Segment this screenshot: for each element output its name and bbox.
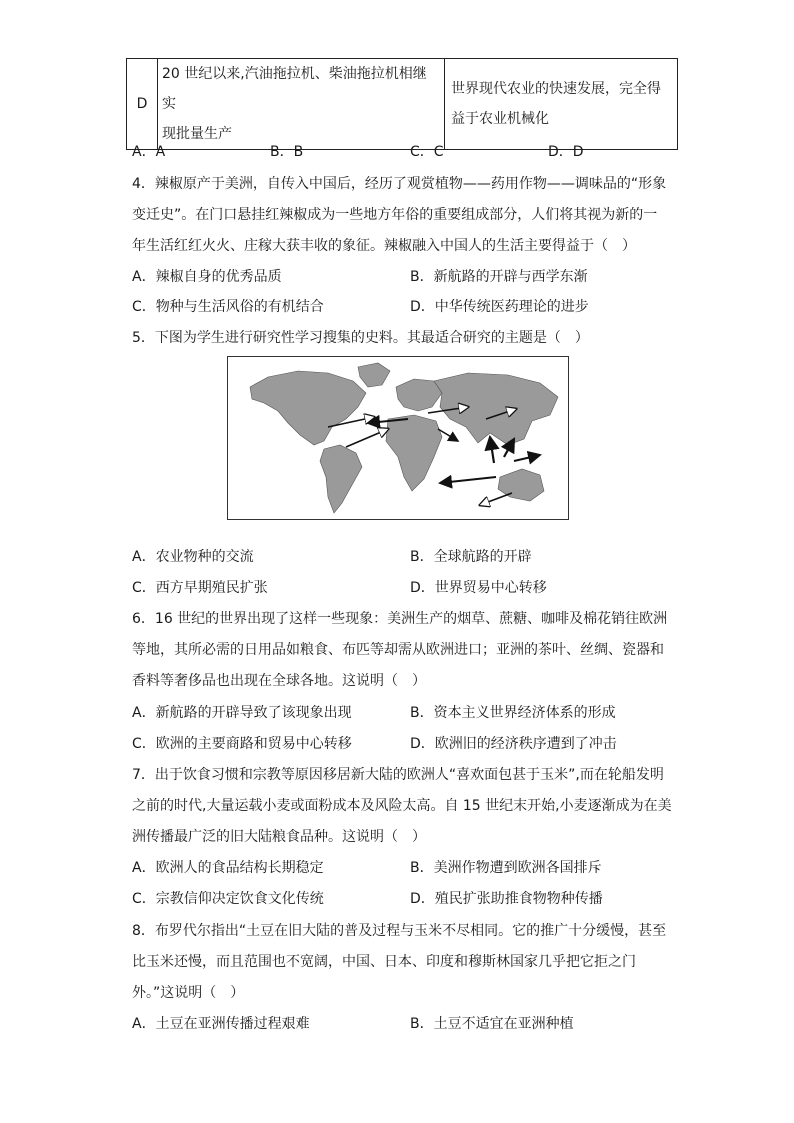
q7-option-b: B．美洲作物遭到欧洲各国排斥	[410, 860, 602, 876]
q6-option-d: D．欧洲旧的经济秩序遭到了冲击	[410, 736, 617, 752]
q4-stem-line2: 变迁史”。在门口悬挂红辣椒成为一些地方年俗的重要组成部分，人们将其视为新的一	[132, 207, 658, 223]
q3-option-c: C．C	[410, 144, 444, 160]
q7-option-a: A．欧洲人的食品结构长期稳定	[132, 860, 324, 876]
q8-stem-line1: 8．布罗代尔指出“土豆在旧大陆的普及过程与玉米不尽相同。它的推广十分缓慢，甚至	[132, 923, 667, 939]
row-conclusion-line2: 益于农业机械化	[451, 111, 549, 127]
options-table	[126, 58, 678, 150]
row-conclusion-line1: 世界现代农业的快速发展，完全得	[451, 81, 661, 97]
q6-stem-line2: 等地，其所必需的日用品如粮食、布匹等却需从欧洲进口；亚洲的茶叶、丝绸、瓷器和	[132, 642, 664, 658]
north-america-shape	[250, 371, 366, 445]
q5-stem-line1: 5．下图为学生进行研究性学习搜集的史料。其最适合研究的主题是（ ）	[132, 330, 589, 346]
row-option-text-line2: 现批量生产	[162, 126, 232, 142]
q6-stem-line3: 香料等奢侈品也出现在全球各地。这说明（ ）	[132, 673, 426, 689]
route-arrow	[440, 477, 496, 483]
q7-option-c: C．宗教信仰决定饮食文化传统	[132, 891, 324, 907]
q4-option-a: A．辣椒自身的优秀品质	[132, 269, 282, 285]
q4-stem-line1: 4．辣椒原产于美洲，自传入中国后，经历了观赏植物——药用作物——调味品的“形象	[132, 176, 667, 192]
row-option-text	[158, 59, 445, 150]
q8-stem-line3: 外。”这说明（ ）	[132, 985, 245, 1001]
q8-option-b: B．土豆不适宜在亚洲种植	[410, 1016, 574, 1032]
route-arrow	[490, 437, 494, 463]
q6-option-c: C．欧洲的主要商路和贸易中心转移	[132, 736, 352, 752]
q5-option-d: D．世界贸易中心转移	[410, 580, 547, 596]
q3-option-a: A．A	[132, 144, 166, 160]
world-map-figure	[227, 356, 569, 520]
row-conclusion-text	[445, 59, 678, 150]
q4-option-b: B．新航路的开辟与西学东渐	[410, 269, 588, 285]
route-arrow	[514, 455, 540, 461]
q7-stem-line1: 7．出于饮食习惯和宗教等原因移居新大陆的欧洲人“喜欢面包甚于玉米”,而在轮船发明	[132, 767, 664, 783]
q7-option-d: D．殖民扩张助推食物物种传播	[410, 891, 603, 907]
q4-stem-line3: 年生活红红火火、庄稼大获丰收的象征。辣椒融入中国人的生活主要得益于（ ）	[132, 238, 636, 254]
table-row	[127, 59, 678, 150]
q7-stem-line2: 之前的时代,大量运载小麦或面粉成本及风险太高。自 15 世纪末开始,小麦逐渐成为在美	[132, 798, 672, 814]
q8-option-a: A．土豆在亚洲传播过程艰难	[132, 1016, 310, 1032]
q4-option-d: D．中华传统医药理论的进步	[410, 299, 589, 315]
q5-option-b: B．全球航路的开辟	[410, 549, 532, 565]
q5-option-c: C．西方早期殖民扩张	[132, 580, 268, 596]
route-arrow	[346, 429, 388, 447]
q6-option-a: A．新航路的开辟导致了该现象出现	[132, 705, 352, 721]
q6-option-b: B．资本主义世界经济体系的形成	[410, 705, 616, 721]
world-map-svg	[228, 357, 568, 519]
europe-shape	[396, 379, 442, 411]
q3-option-b: B．B	[270, 144, 304, 160]
row-letter: D	[127, 59, 158, 150]
q3-option-d: D．D	[548, 144, 584, 160]
q7-stem-line3: 洲传播最广泛的旧大陆粮食品种。这说明（ ）	[132, 829, 426, 845]
greenland-shape	[358, 363, 390, 387]
q4-option-c: C．物种与生活风俗的有机结合	[132, 299, 324, 315]
africa-shape	[386, 415, 442, 491]
route-arrow	[480, 493, 512, 505]
q8-stem-line2: 比玉米还慢，而且范围也不宽阔，中国、日本、印度和穆斯林国家几乎把它拒之门	[132, 954, 636, 970]
q5-option-a: A．农业物种的交流	[132, 549, 254, 565]
south-america-shape	[320, 445, 362, 513]
q6-stem-line1: 6．16 世纪的世界出现了这样一些现象：美洲生产的烟草、蔗糖、咖啡及棉花销往欧洲	[132, 611, 668, 627]
row-option-text-line1: 20 世纪以来,汽油拖拉机、柴油拖拉机相继实	[162, 66, 427, 112]
